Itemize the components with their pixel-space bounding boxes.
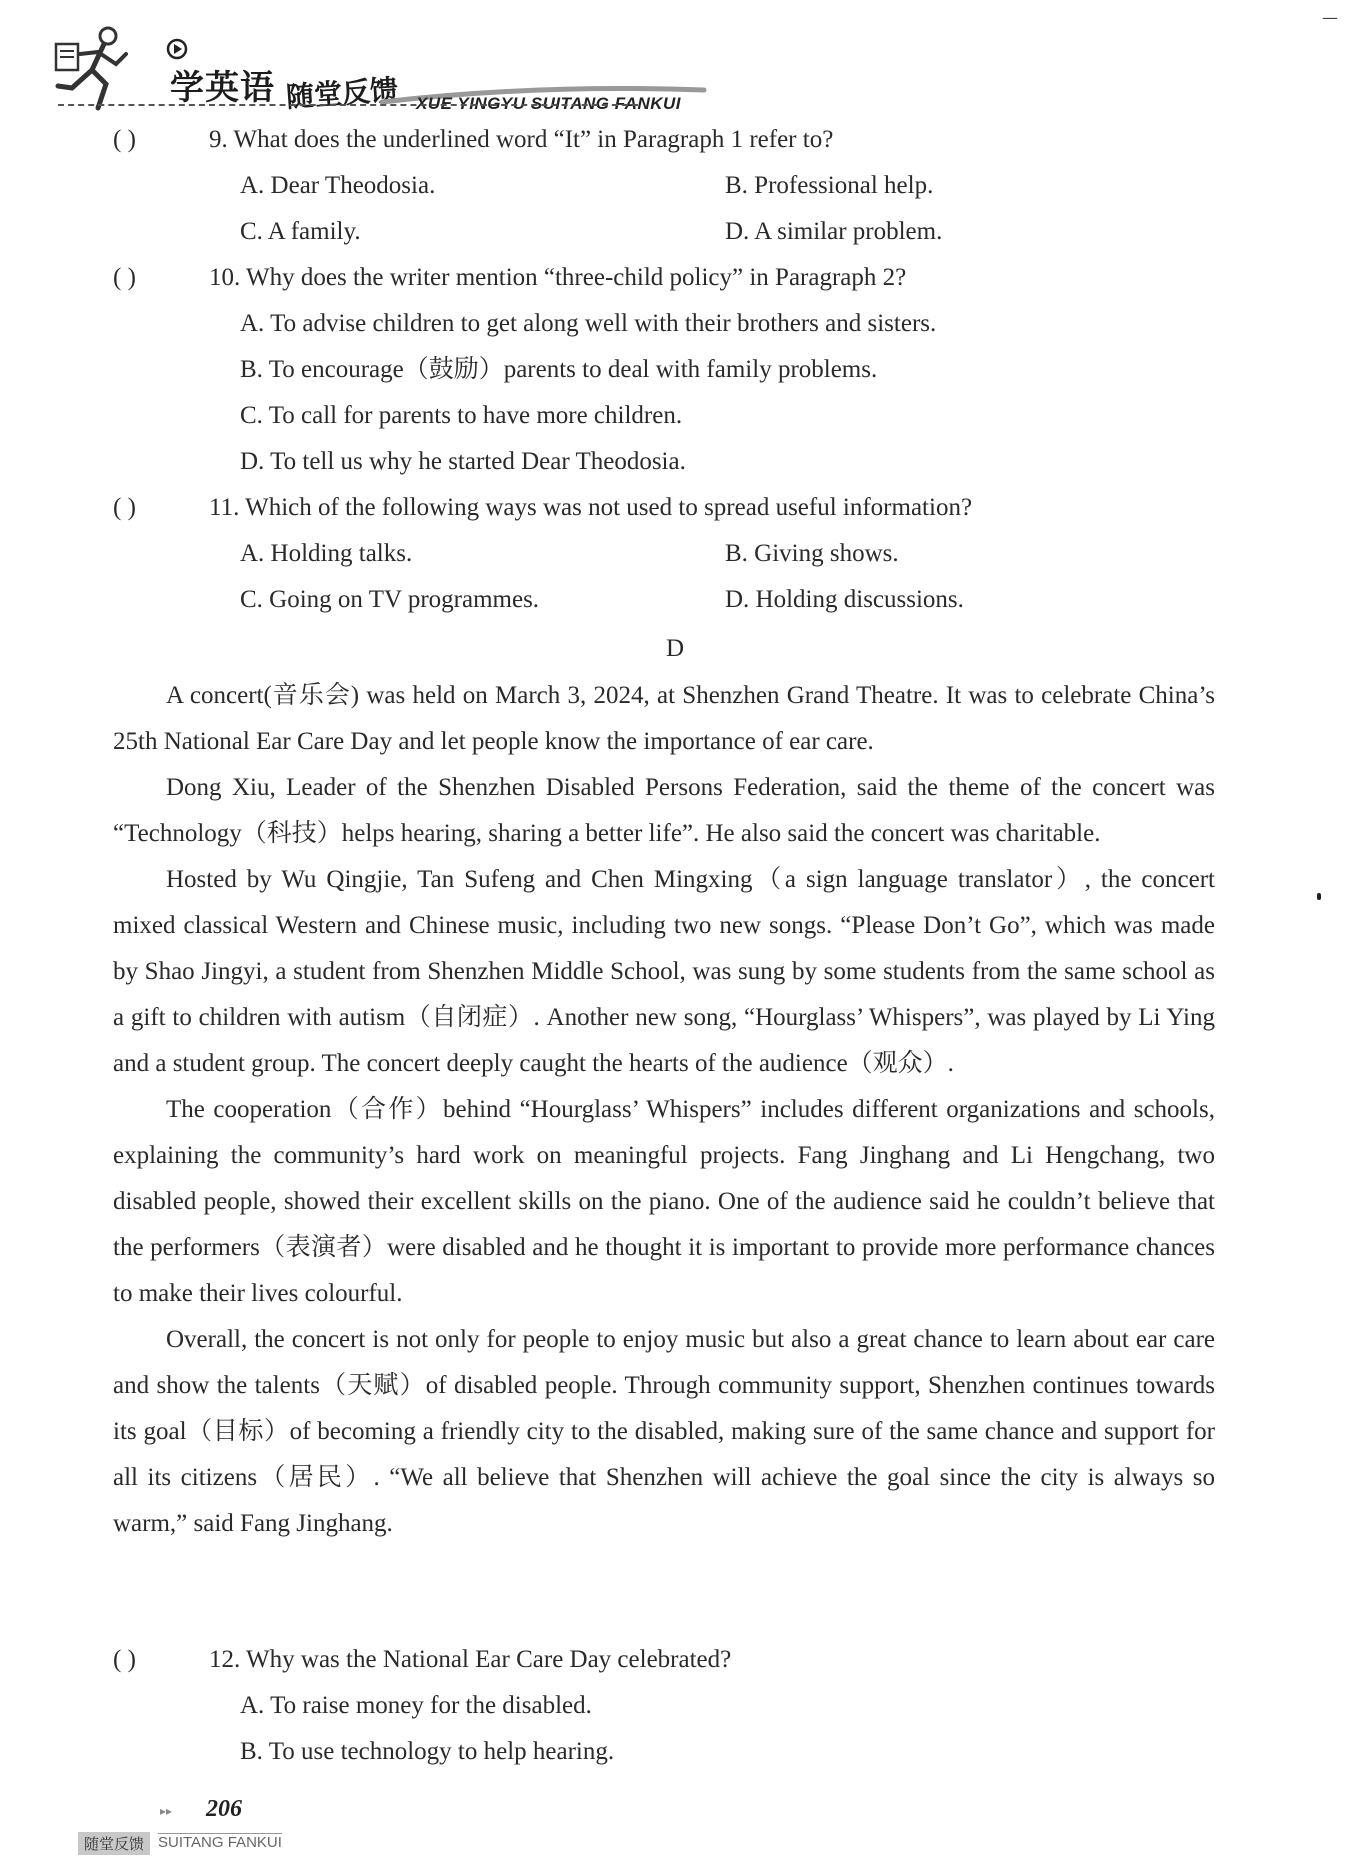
option-c: C. A family. bbox=[240, 218, 361, 245]
footer-label-en: SUITANG FANKUI bbox=[158, 1834, 282, 1851]
runner-logo-icon bbox=[54, 24, 136, 114]
answer-blank[interactable]: ( ) bbox=[113, 1646, 136, 1673]
section-title: D bbox=[665, 635, 685, 662]
corner-mark: — bbox=[1322, 8, 1338, 27]
paragraph-2: Dong Xiu, Leader of the Shenzhen Disabled Persons Federation, said the theme of the concert was “Technology（科技）helps hearing, sharing a better life”. He also said the concert was charitable. bbox=[113, 774, 1215, 847]
scan-speck bbox=[1317, 893, 1321, 900]
question-stem: 9. What does the underlined word “It” in Paragraph 1 refer to? bbox=[209, 126, 834, 153]
option-a: A. Dear Theodosia. bbox=[240, 172, 436, 199]
option-c: C. To call for parents to have more children. bbox=[240, 402, 683, 429]
paragraph-5: Overall, the concert is not only for people to enjoy music but also a great chance to learn about ear care and show the talents（天赋）of disabled people. Through community support, Shenzhen continues towards its goal（目标）of becoming a friendly city to the disabled, making sure of the same chance and support for all its citizens（居民）. “We all believe that Shenzhen will achieve the goal since the city is always so warm,” said Fang Jinghang. bbox=[113, 1326, 1215, 1537]
answer-blank[interactable]: ( ) bbox=[113, 264, 136, 291]
question-stem: 11. Which of the following ways was not used to spread useful information? bbox=[209, 494, 973, 521]
option-d: D. Holding discussions. bbox=[725, 586, 964, 613]
option-c: C. Going on TV programmes. bbox=[240, 586, 540, 613]
brand-title: 学英语 bbox=[170, 68, 275, 108]
option-a: A. To advise children to get along well with their brothers and sisters. bbox=[240, 310, 937, 337]
answer-blank[interactable]: ( ) bbox=[113, 126, 136, 153]
paragraph-1: A concert(音乐会) was held on March 3, 2024, at Shenzhen Grand Theatre. It was to celebrate China’s 25th National Ear Care Day and let people know the importance of ear care. bbox=[113, 682, 1215, 755]
play-icon bbox=[166, 38, 188, 60]
page-header bbox=[48, 14, 1348, 114]
header-divider bbox=[58, 104, 638, 106]
option-d: D. A similar problem. bbox=[725, 218, 943, 245]
page-number: 206 bbox=[206, 1796, 242, 1822]
option-a: A. Holding talks. bbox=[240, 540, 413, 567]
brand-subtitle: 随堂反馈 bbox=[285, 73, 400, 114]
question-10 bbox=[113, 263, 906, 293]
paragraph-3: Hosted by Wu Qingjie, Tan Sufeng and Chen Mingxing（a sign language translator）, the concert mixed classical Western and Chinese music, including two new songs. “Please Don’t Go”, which was made by Shao Jingyi, a student from Shenzhen Middle School, was sung by some students from the same school as a gift to children with autism（自闭症）. Another new song, “Hourglass’ Whispers”, was played by Li Ying and a student group. The concert deeply caught the hearts of the audience（观众）. bbox=[113, 866, 1215, 1077]
answer-blank[interactable]: ( ) bbox=[113, 494, 136, 521]
arrow-icon: ▸▸ bbox=[160, 1804, 173, 1818]
option-b: B. Giving shows. bbox=[725, 540, 899, 567]
option-b: B. Professional help. bbox=[725, 172, 934, 199]
option-b: B. To encourage（鼓励）parents to deal with family problems. bbox=[240, 356, 878, 383]
question-9 bbox=[113, 125, 833, 155]
question-11 bbox=[113, 493, 972, 523]
reading-passage bbox=[113, 673, 1215, 1547]
paragraph-4: The cooperation（合作）behind “Hourglass’ Whispers” includes different organizations and schools, explaining the community’s hard work on meaningful projects. Fang Jinghang and Li Hengchang, two disabled people, showed their excellent skills on the piano. One of the audience said he couldn’t believe that the performers（表演者）were disabled and he thought it is important to provide more performance chances to make their lives colourful. bbox=[113, 1096, 1215, 1307]
brand-pinyin: XUE YINGYU SUITANG FANKUI bbox=[416, 94, 682, 113]
question-12 bbox=[113, 1645, 731, 1675]
option-d: D. To tell us why he started Dear Theodosia. bbox=[240, 448, 686, 475]
option-a: A. To raise money for the disabled. bbox=[240, 1692, 592, 1719]
option-b: B. To use technology to help hearing. bbox=[240, 1738, 615, 1765]
question-stem: 12. Why was the National Ear Care Day celebrated? bbox=[209, 1646, 732, 1673]
question-stem: 10. Why does the writer mention “three-child policy” in Paragraph 2? bbox=[209, 264, 907, 291]
page-footer bbox=[78, 1796, 378, 1870]
footer-label-cn: 随堂反馈 bbox=[78, 1832, 150, 1855]
